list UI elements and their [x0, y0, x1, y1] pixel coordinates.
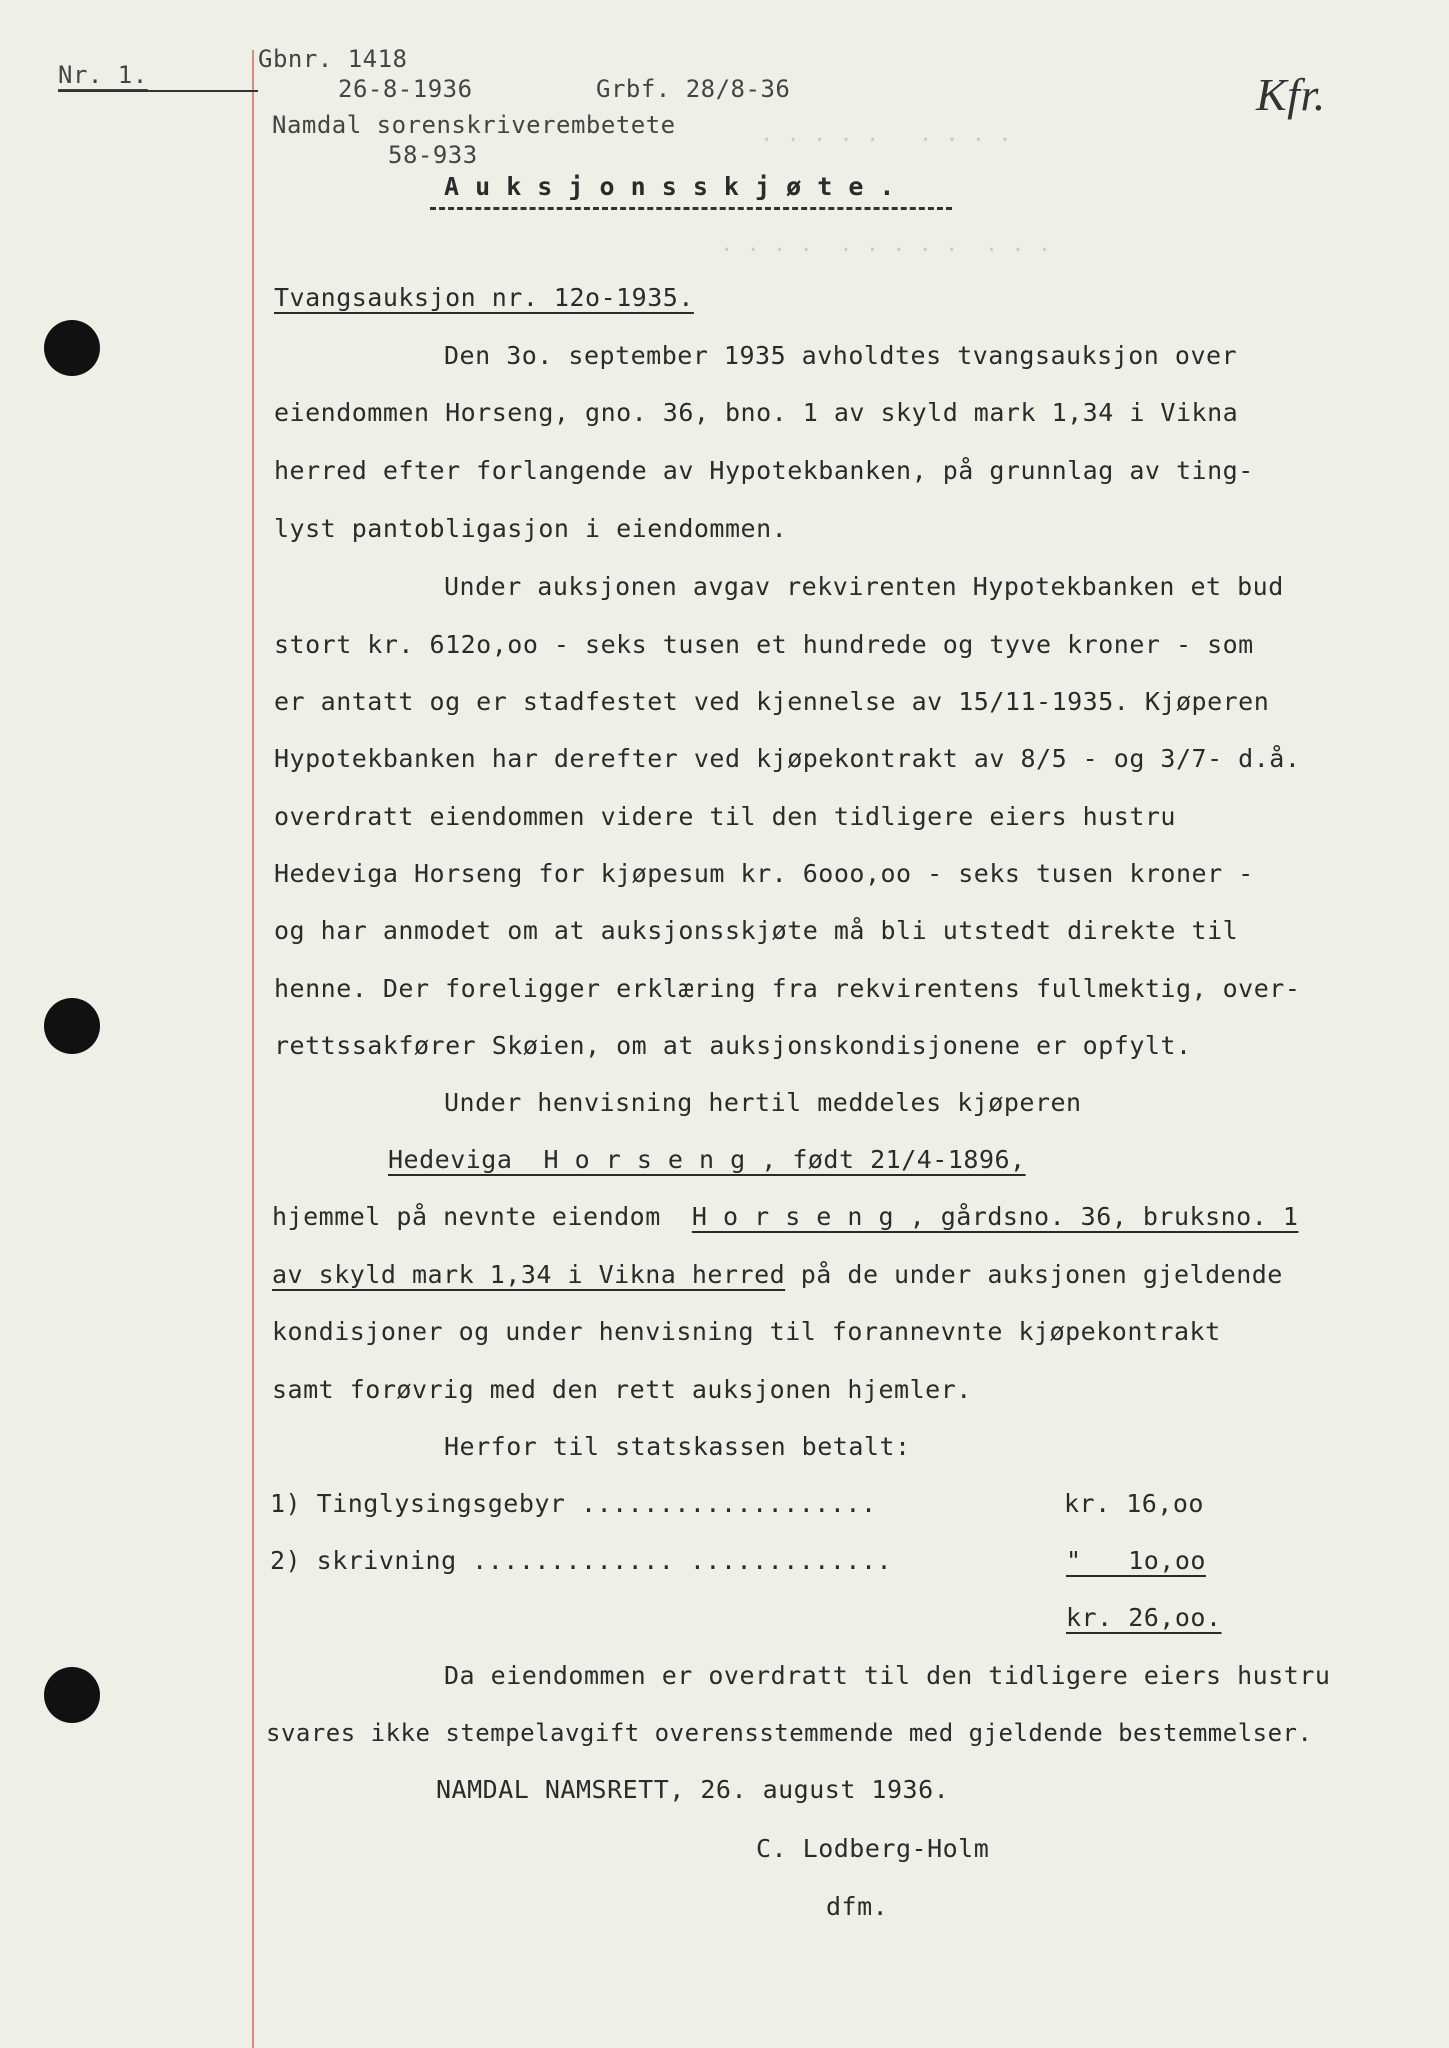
punch-hole-top — [44, 320, 100, 376]
margin-line — [252, 50, 254, 2048]
entry-number: Nr. 1. — [58, 61, 148, 89]
p4-line: samt forøvrig med den rett auksjonen hjemler. — [272, 1375, 972, 1404]
gbnr: Gbnr. 1418 — [258, 45, 408, 73]
reference-number: 58-933 — [388, 141, 478, 169]
p1-line: lyst pantobligasjon i eiendommen. — [274, 514, 788, 543]
property-valuation: av skyld mark 1,34 i Vikna herred — [272, 1260, 786, 1289]
registration-date: 26-8-1936 — [338, 75, 473, 103]
signer-title: dfm. — [826, 1892, 889, 1921]
punch-hole-middle — [44, 998, 100, 1054]
grbf: Grbf. 28/8-36 — [596, 75, 791, 103]
court-and-date: NAMDAL NAMSRETT, 26. august 1936. — [436, 1775, 950, 1804]
p5-line: svares ikke stempelavgift overensstemmende med gjeldende bestemmelser. — [266, 1719, 1313, 1747]
property-name: H o r s e n g , gårdsno. 36, bruksno. 1 — [691, 1202, 1299, 1231]
p1-line: eiendommen Horseng, gno. 36, bno. 1 av skyld mark 1,34 i Vikna — [274, 398, 1239, 427]
bleed-through-mark-2: . . . . . . . . . . . . — [720, 232, 1052, 257]
fee-1-amount: kr. 16,oo — [1064, 1489, 1204, 1518]
p1-line: herred efter forlangende av Hypotekbanken, på grunnlag av ting- — [274, 456, 1254, 485]
signer-name: C. Lodberg-Holm — [756, 1834, 990, 1863]
office-name: Namdal sorenskriverembetete — [272, 111, 676, 139]
initials-signature: Kfr. — [1256, 69, 1326, 120]
p2-line: Hypotekbanken har derefter ved kjøpekontrakt av 8/5 - og 3/7- d.å. — [274, 744, 1301, 773]
p3-intro: Under henvisning hertil meddeles kjøperen — [444, 1088, 1082, 1117]
fee-1-label: 1) Tinglysingsgebyr ................... — [270, 1489, 877, 1518]
p4-line — [272, 1202, 1298, 1232]
p2-line: overdratt eiendommen videre til den tidligere eiers hustru — [274, 802, 1176, 831]
p2-line: og har anmodet om at auksjonsskjøte må bli utstedt direkte til — [274, 916, 1239, 945]
p4-text: hjemmel på nevnte eiendom — [272, 1202, 692, 1231]
document-title: A u k s j o n s s k j ø t e . — [444, 172, 895, 201]
fee-2-label: 2) skrivning ............. ............. — [270, 1546, 893, 1575]
p2-line: stort kr. 612o,oo - seks tusen et hundrede og tyve kroner - som — [274, 630, 1254, 659]
p4-text: på de under auksjonen gjeldende — [785, 1260, 1283, 1289]
p4-line: kondisjoner og under henvisning til forannevnte kjøpekontrakt — [272, 1317, 1221, 1346]
title-dashes — [430, 207, 952, 210]
fee-total: kr. 26,oo. — [1066, 1603, 1222, 1632]
fee-2-amount: " 1o,oo — [1066, 1546, 1206, 1575]
entry-number-rule — [58, 90, 258, 92]
p2-line: rettssakfører Skøien, om at auksjonskondisjonene er opfylt. — [274, 1031, 1192, 1060]
punch-hole-bottom — [44, 1667, 100, 1723]
p2-line: henne. Der foreligger erklæring fra rekvirentens fullmektig, over- — [274, 974, 1301, 1003]
p1-line: Den 3o. september 1935 avholdtes tvangsauksjon over — [444, 341, 1238, 370]
p2-line: Under auksjonen avgav rekvirenten Hypotekbanken et bud — [444, 572, 1284, 601]
bleed-through-mark: . . . . . . . . . — [760, 122, 1012, 147]
p5-line: Da eiendommen er overdratt til den tidligere eiers hustru — [444, 1661, 1331, 1690]
p2-line: er antatt og er stadfestet ved kjennelse av 15/11-1935. Kjøperen — [274, 687, 1270, 716]
fees-intro: Herfor til statskassen betalt: — [444, 1432, 911, 1461]
p2-line: Hedeviga Horseng for kjøpesum kr. 6ooo,oo - seks tusen kroner - — [274, 859, 1254, 888]
p4-line — [272, 1260, 1283, 1290]
buyer-name: Hedeviga H o r s e n g , født 21/4-1896, — [388, 1145, 1026, 1174]
case-heading: Tvangsauksjon nr. 12o-1935. — [274, 283, 694, 312]
